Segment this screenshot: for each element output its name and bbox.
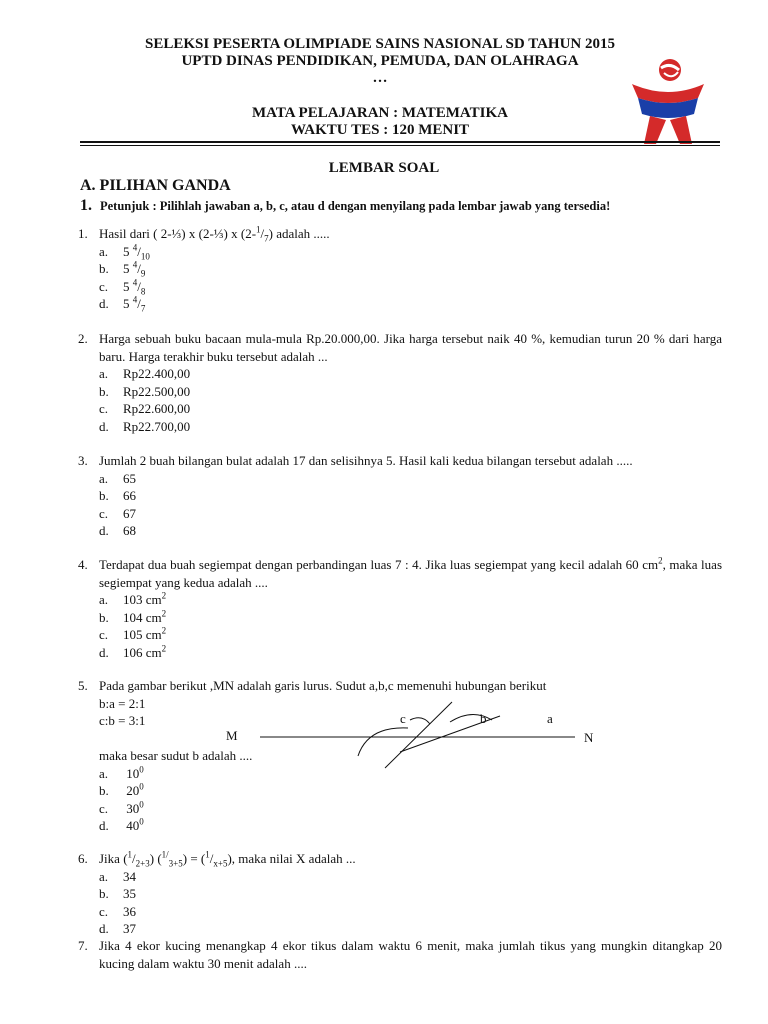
header-line-2: UPTD DINAS PENDIDIKAN, PEMUDA, DAN OLAHRAGA [181,53,579,69]
question-4 [78,556,722,661]
option-d[interactable]: d. 37 [99,921,136,936]
question-3 [78,452,722,540]
question-6 [78,850,722,938]
arc-small [410,718,430,724]
question-text: Jumlah 2 buah bilangan bulat adalah 17 dan selisihnya 5. Hasil kali kedua bilangan tersebut adalah ..... [99,453,633,468]
option-c[interactable]: c. 36 [99,903,136,919]
transversal-1 [385,702,452,768]
option-b[interactable]: b. 5 $^4/_9$ [99,259,146,279]
question-number: 6. [78,851,88,866]
question-text: Pada gambar berikut ,MN adalah garis lurus. Sudut a,b,c memenuhi hubungan berikut [99,678,547,693]
header-line-4: MATA PELAJARAN : MATEMATIKA [252,105,508,121]
relation-1: b:a = 2:1 [99,695,146,711]
relation-2: c:b = 3:1 [99,713,146,728]
option-d[interactable]: d. 106 $cm^2$ [99,643,167,660]
option-a[interactable]: a. $10^0$ [99,764,144,781]
instruction-number: 1. [80,197,92,214]
option-a[interactable]: a. 5 $^4/_{10}$ [99,242,150,262]
question-text: Jika $(^1/_{2+3}) (^{1/}_{3+5}) = (^1/_{x+5})$, maka nilai X adalah ... [99,849,356,869]
option-b[interactable]: b. 35 [99,886,136,901]
header-line-3: … [372,70,388,86]
question-number: 3. [78,453,88,468]
label-b: b [480,711,487,726]
option-d[interactable]: d. 68 [99,523,136,538]
option-b[interactable]: b. $20^0$ [99,781,144,798]
option-c[interactable]: c. 67 [99,505,136,521]
label-c: c [400,711,406,726]
label-n: N [584,730,594,745]
option-c[interactable]: c. 5 $^4/_8$ [99,277,146,297]
question-number: 4. [78,557,88,572]
option-d[interactable]: d. 5 $^4/_7$ [99,294,146,314]
angle-figure [226,700,650,780]
option-c[interactable]: c. Rp22.600,00 [99,401,191,416]
label-a: a [547,711,553,726]
header-line-5: WAKTU TES : 120 MENIT [290,122,470,138]
question-text: Hasil dari ( 2-⅓) x (2-⅓) x $(2-^1/_7)$ adalah ..... [99,224,330,244]
option-c[interactable]: c. 105 $cm^2$ [99,625,167,642]
option-d[interactable]: d. $40^0$ [99,816,144,833]
question-2 [78,330,722,435]
option-a[interactable]: a. Rp22.400,00 [99,366,191,381]
question-number: 5. [78,678,88,693]
question-number: 1. [78,226,88,241]
label-m: M [226,728,238,743]
section-heading: A. PILIHAN GANDA [80,177,231,194]
option-c[interactable]: c. $30^0$ [99,799,144,816]
header-rule-thick [80,141,720,143]
option-a[interactable]: a. 103 $cm^2$ [99,590,167,607]
question-7 [78,937,722,972]
question-text: Harga sebuah buku bacaan mula-mula Rp.20.000,00. Jika harga tersebut naik 40 %, kemudian turun 20 % dari harga baru. Harga terakhir buku tersebut adalah ... [99,331,722,364]
option-a[interactable]: a. 34 [99,868,136,884]
header-line-1: SELEKSI PESERTA OLIMPIADE SAINS NASIONAL SD TAHUN 2015 [144,36,615,52]
question-number: 7. [78,938,88,953]
question-ask: maka besar sudut b adalah .... [99,748,253,763]
instruction-text: Petunjuk : Pilihlah jawaban a, b, c, atau d dengan menyilang pada lembar jawab yang tersedia! [100,199,611,213]
option-a[interactable]: a. 65 [99,470,136,486]
header-rule-thin [80,145,720,146]
option-b[interactable]: b. 66 [99,488,136,503]
question-text: Terdapat dua buah segiempat dengan perbandingan luas 7 : 4. Jika luas segiempat yang kecil adalah 60 $cm^2$, maka luas segiempat yang kedua adalah .... [99,555,723,590]
olympiad-logo [628,50,708,146]
question-number: 2. [78,331,88,346]
question-text: Jika 4 ekor kucing menangkap 4 ekor tikus dalam waktu 6 menit, maka jumlah tikus yang mungkin ditangkap 20 kucing dalam waktu 30 menit adalah .... [99,938,722,971]
instruction [80,197,610,215]
option-b[interactable]: b. 104 $cm^2$ [99,608,167,625]
question-1 [78,225,722,313]
page-title: LEMBAR SOAL [328,160,440,176]
option-b[interactable]: b. Rp22.500,00 [99,383,191,399]
option-d[interactable]: d. Rp22.700,00 [99,418,191,434]
